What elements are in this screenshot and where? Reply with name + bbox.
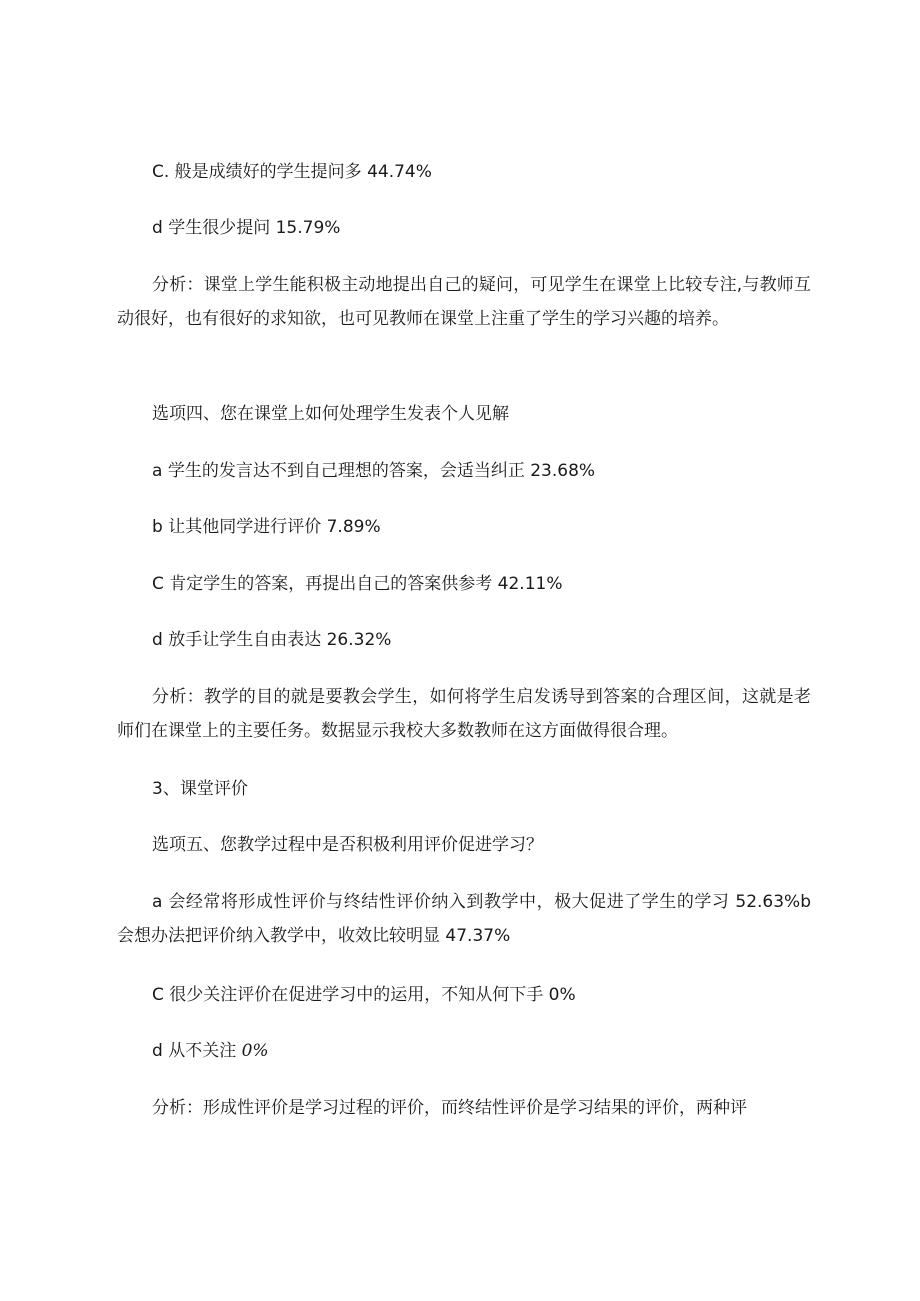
- option-q4-b: b 让其他同学进行评价 7.89%: [152, 517, 381, 537]
- option-q3-c: C. 般是成绩好的学生提问多 44.74%: [152, 162, 432, 182]
- analysis-paragraph-5: 分析：形成性评价是学习过程的评价，而终结性评价是学习结果的评价，两种评: [152, 1098, 747, 1118]
- option-q4-d: d 放手让学生自由表达 26.32%: [152, 630, 392, 650]
- analysis-paragraph-3: 分析：课堂上学生能积极主动地提出自己的疑问，可见学生在课堂上比较专注,与教师互动很好，也有很好的求知欲，也可见教师在课堂上注重了学生的学习兴趣的培养。: [117, 275, 811, 329]
- analysis-paragraph-4: 分析：教学的目的就是要教会学生，如何将学生启发诱导到答案的合理区间，这就是老师们在课堂上的主要任务。数据显示我校大多数教师在这方面做得很合理。: [117, 687, 811, 741]
- option-q4-c: C 肯定学生的答案，再提出自己的答案供参考 42.11%: [152, 574, 563, 594]
- option-q5-a-b: a 会经常将形成性评价与终结性评价纳入到教学中，极大促进了学生的学习 52.63%b 会想办法把评价纳入教学中，收效比较明显 47.37%: [117, 892, 811, 946]
- option-q4-a: a 学生的发言达不到自己理想的答案，会适当纠正 23.68%: [152, 461, 596, 481]
- option-q5-d: [152, 1040, 269, 1062]
- section-heading-3: 3、课堂评价: [152, 779, 248, 799]
- option-q5-c: C 很少关注评价在促进学习中的运用，不知从何下手 0%: [152, 985, 576, 1005]
- option-q5-d-value: 0%: [241, 1041, 269, 1061]
- question-5-title: 选项五、您教学过程中是否积极利用评价促进学习？: [152, 835, 543, 855]
- question-4-title: 选项四、您在课堂上如何处理学生发表个人见解: [152, 404, 509, 424]
- option-q5-d-label: d 从不关注: [152, 1041, 237, 1061]
- option-q3-d: d 学生很少提问 15.79%: [152, 218, 341, 238]
